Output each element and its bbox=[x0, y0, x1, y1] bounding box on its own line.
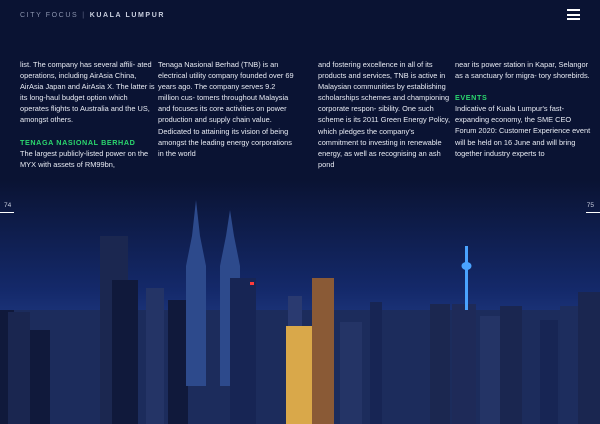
page-marker-right bbox=[586, 212, 600, 213]
breadcrumb-separator: | bbox=[82, 12, 86, 19]
breadcrumb bbox=[20, 12, 165, 19]
paragraph: Indicative of Kuala Lumpur's fast- expanding economy, the SME CEO Forum 2020: Customer Experience event will be held on 16 June and will bring together industry experts to bbox=[455, 104, 591, 158]
text-column-1 bbox=[20, 59, 156, 170]
text-column-2 bbox=[158, 59, 294, 159]
section-heading-tnb: TENAGA NASIONAL BERHAD bbox=[20, 137, 136, 147]
paragraph: The largest publicly-listed power on the MYX with assets of RM99bn, bbox=[20, 148, 149, 169]
text-column-3 bbox=[318, 59, 454, 170]
rooftop-light bbox=[250, 282, 254, 285]
text-column-4 bbox=[455, 59, 591, 159]
city-label: KUALA LUMPUR bbox=[89, 12, 166, 19]
page-marker-left bbox=[0, 212, 14, 213]
section-label[interactable]: CITY FOCUS bbox=[20, 12, 79, 19]
paragraph: list. The company has several affili- ated operations, including AirAsia China, AirAsia Japan and AirAsia X. The latter is its long-haul budget option which operates flights to Australia and the US, amongst others. bbox=[20, 60, 155, 125]
page-header bbox=[0, 0, 600, 34]
paragraph: Tenaga Nasional Berhad (TNB) is an electrical utility company founded over 69 years ago. The company serves 9.2 million cus- tomers throughout Malaysia and focuses its core activities on power production and supply chain value. Dedicated to attaining its vision of being amongst the leading energy corporations in the world bbox=[158, 60, 294, 158]
section-heading-events: EVENTS bbox=[455, 93, 488, 103]
menu-icon[interactable] bbox=[567, 9, 580, 20]
paragraph: near its power station in Kapar, Selangor as a sanctuary for migra- tory shorebirds. bbox=[455, 60, 590, 81]
page-number-left: 74 bbox=[4, 202, 12, 209]
paragraph: and fostering excellence in all of its products and services, TNB is active in Malaysian communities by establishing scholarships schemes and championing corporate respon- sibility. One such scheme is its 2011 Green Energy Policy, which pledges the company's commitment to investing in renewable energy, as well as recognising an ash pond bbox=[318, 60, 450, 169]
page-number-right: 75 bbox=[586, 202, 594, 209]
kuala-lumpur-skyline-photo bbox=[0, 180, 600, 424]
